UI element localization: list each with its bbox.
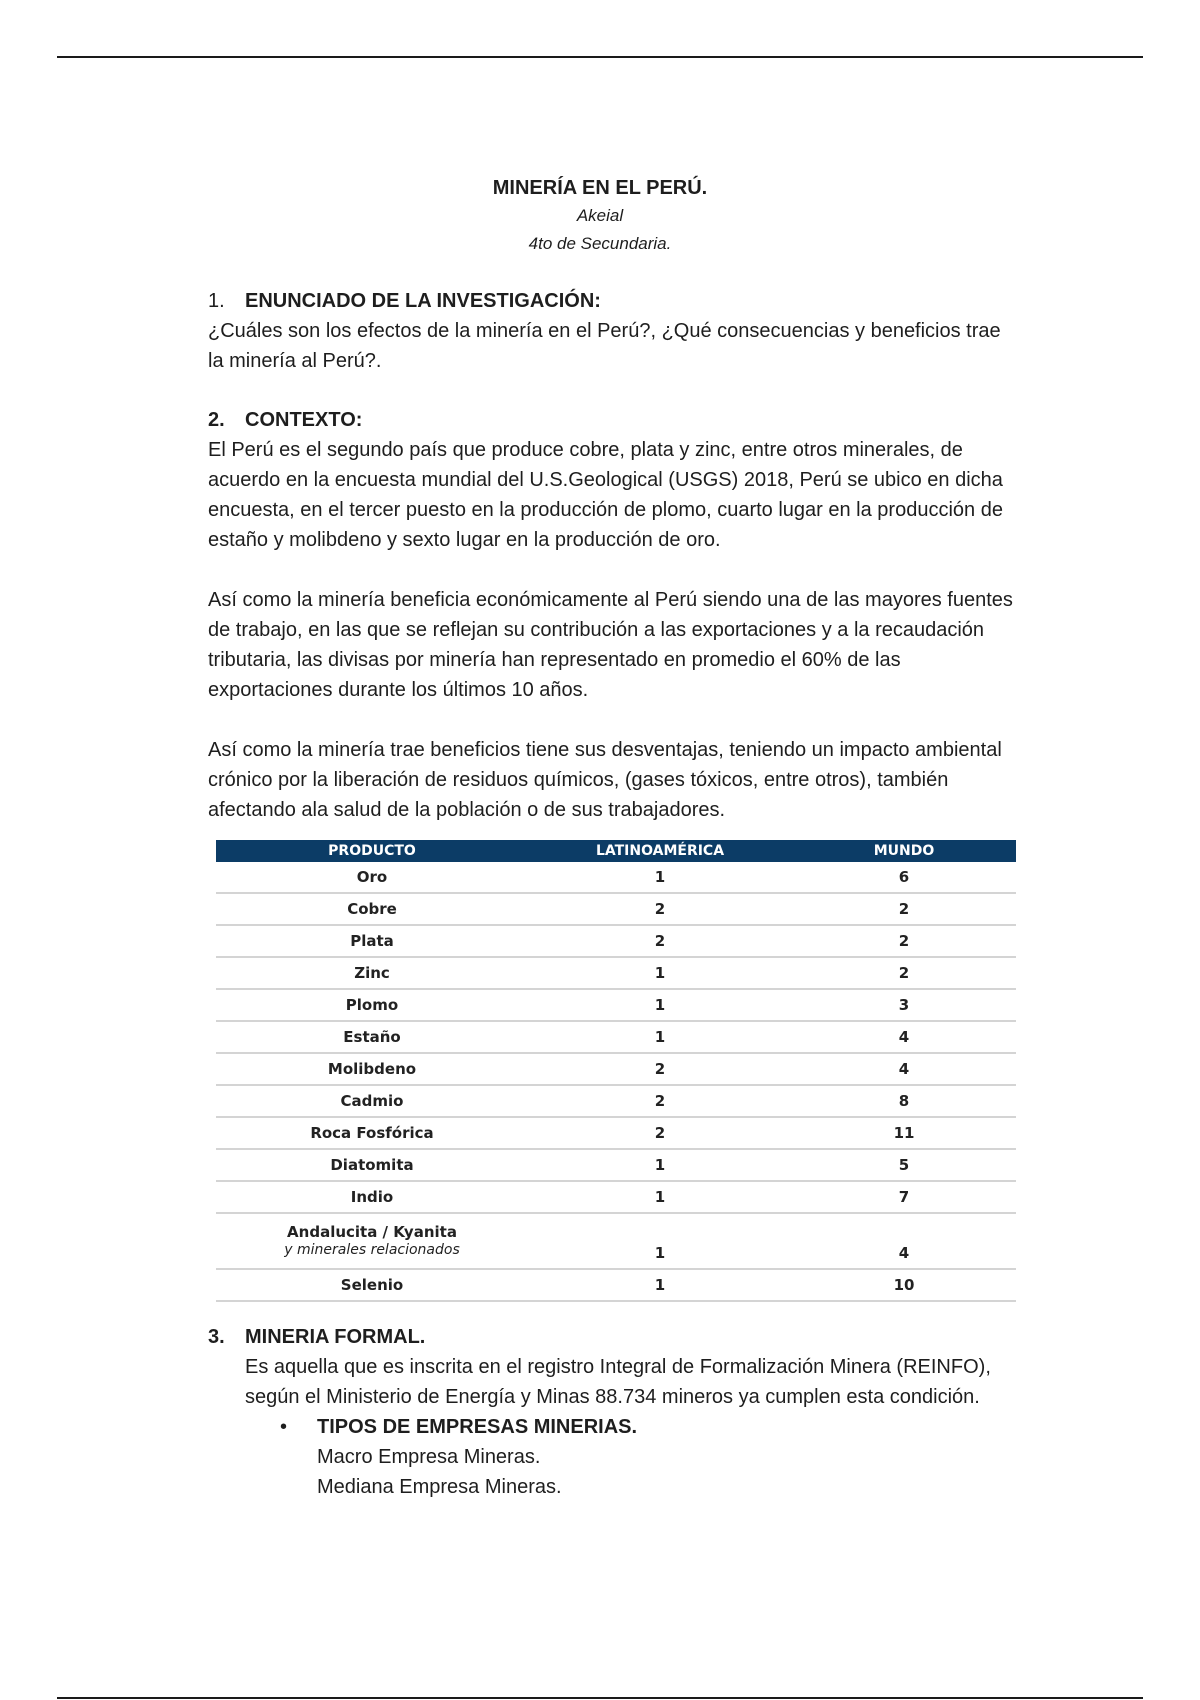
cell-latam: 2 <box>528 1053 792 1085</box>
cell-mundo: 6 <box>792 862 1016 893</box>
cell-latam: 2 <box>528 893 792 925</box>
section-3-title: MINERIA FORMAL. <box>245 1326 426 1348</box>
cell-latam: 1 <box>528 862 792 893</box>
header-rule <box>57 56 1143 58</box>
cell-latam: 1 <box>528 989 792 1021</box>
cell-producto: Zinc <box>216 957 528 989</box>
table-row <box>216 1053 1016 1085</box>
section-2-number: 2. <box>208 409 225 431</box>
section-2 <box>208 405 1020 825</box>
grade-level: 4to de Secundaria. <box>528 234 672 253</box>
section-2-title: CONTEXTO: <box>245 409 363 431</box>
table-row <box>216 925 1016 957</box>
section-3 <box>208 1322 1020 1502</box>
table-row <box>216 1117 1016 1149</box>
title-block <box>0 174 1200 258</box>
context-paragraph-2: Así como la minería beneficia económicamente al Perú siendo una de las mayores fuentes de trabajo, en las que se reflejan su contribución a las exportaciones y a la recaudación tributaria, las divisas por minería han representado en promedio el 60% de las exportaciones durante los últimos 10 años. <box>208 589 1013 701</box>
section-1-number: 1. <box>208 290 225 312</box>
bullet-list <box>208 1412 1020 1502</box>
context-paragraph-3: Así como la minería trae beneficios tiene sus desventajas, teniendo un impacto ambiental crónico por la liberación de residuos químicos, (gases tóxicos, entre otros), también afectando ala salud de la población o de sus trabajadores. <box>208 739 1002 821</box>
cell-producto: Plomo <box>216 989 528 1021</box>
cell-producto: Cadmio <box>216 1085 528 1117</box>
cell-latam: 1 <box>528 1269 792 1301</box>
cell-producto: Selenio <box>216 1269 528 1301</box>
section-3-number: 3. <box>208 1326 225 1348</box>
cell-producto: Plata <box>216 925 528 957</box>
mineral-ranking-table <box>216 840 1016 1302</box>
section-2-heading <box>208 405 1020 435</box>
table-row <box>216 1213 1016 1269</box>
cell-producto: Diatomita <box>216 1149 528 1181</box>
section-3-text: Es aquella que es inscrita en el registro Integral de Formalización Minera (REINFO), según el Ministerio de Energía y Minas 88.734 mineros ya cumplen esta condición. <box>245 1356 991 1408</box>
cell-mundo: 8 <box>792 1085 1016 1117</box>
cell-mundo: 11 <box>792 1117 1016 1149</box>
table-header-row <box>216 840 1016 862</box>
table-row <box>216 1021 1016 1053</box>
cell-producto <box>216 1213 528 1269</box>
table-row <box>216 1269 1016 1301</box>
cell-producto-sub: y minerales relacionados <box>284 1242 460 1258</box>
table-row <box>216 957 1016 989</box>
list-item: Macro Empresa Mineras. <box>317 1446 541 1468</box>
header-latinoamerica: LATINOAMÉRICA <box>528 840 792 862</box>
cell-producto: Estaño <box>216 1021 528 1053</box>
cell-producto: Molibdeno <box>216 1053 528 1085</box>
cell-producto-main: Andalucita / Kyanita <box>287 1223 457 1241</box>
cell-mundo: 4 <box>792 1053 1016 1085</box>
section-1 <box>208 286 1020 376</box>
cell-producto: Oro <box>216 862 528 893</box>
cell-latam: 2 <box>528 1085 792 1117</box>
section-1-title: ENUNCIADO DE LA INVESTIGACIÓN: <box>245 290 601 312</box>
header-producto: PRODUCTO <box>216 840 528 862</box>
table-row <box>216 1085 1016 1117</box>
table-row <box>216 893 1016 925</box>
cell-producto: Roca Fosfórica <box>216 1117 528 1149</box>
cell-latam: 1 <box>528 957 792 989</box>
header-mundo: MUNDO <box>792 840 1016 862</box>
cell-mundo: 4 <box>792 1213 1016 1269</box>
cell-mundo: 2 <box>792 893 1016 925</box>
cell-latam: 1 <box>528 1149 792 1181</box>
cell-latam: 1 <box>528 1213 792 1269</box>
table-row <box>216 989 1016 1021</box>
list-item: Mediana Empresa Mineras. <box>317 1476 562 1498</box>
author-name: Akeial <box>576 206 624 225</box>
cell-mundo: 2 <box>792 957 1016 989</box>
cell-producto: Indio <box>216 1181 528 1213</box>
document-title: MINERÍA EN EL PERÚ. <box>492 177 708 199</box>
cell-latam: 2 <box>528 1117 792 1149</box>
bullet-dot-icon: • <box>280 1416 288 1438</box>
table-row <box>216 862 1016 893</box>
table-row <box>216 1181 1016 1213</box>
cell-latam: 1 <box>528 1021 792 1053</box>
table-row <box>216 1149 1016 1181</box>
footer-rule <box>57 1697 1143 1699</box>
section-1-text: ¿Cuáles son los efectos de la minería en el Perú?, ¿Qué consecuencias y beneficios trae la minería al Perú?. <box>208 320 1001 372</box>
cell-mundo: 5 <box>792 1149 1016 1181</box>
cell-mundo: 4 <box>792 1021 1016 1053</box>
cell-producto: Cobre <box>216 893 528 925</box>
cell-mundo: 2 <box>792 925 1016 957</box>
cell-mundo: 7 <box>792 1181 1016 1213</box>
cell-mundo: 10 <box>792 1269 1016 1301</box>
bullet-title: TIPOS DE EMPRESAS MINERIAS. <box>317 1416 638 1438</box>
cell-mundo: 3 <box>792 989 1016 1021</box>
cell-latam: 1 <box>528 1181 792 1213</box>
section-1-heading <box>208 286 1020 316</box>
cell-latam: 2 <box>528 925 792 957</box>
context-paragraph-1: El Perú es el segundo país que produce cobre, plata y zinc, entre otros minerales, de acuerdo en la encuesta mundial del U.S.Geological (USGS) 2018, Perú se ubico en dicha encuesta, en el tercer puesto en la producción de plomo, cuarto lugar en la producción de estaño y molibdeno y sexto lugar en la producción de oro. <box>208 439 1003 551</box>
section-3-heading <box>208 1322 1020 1352</box>
